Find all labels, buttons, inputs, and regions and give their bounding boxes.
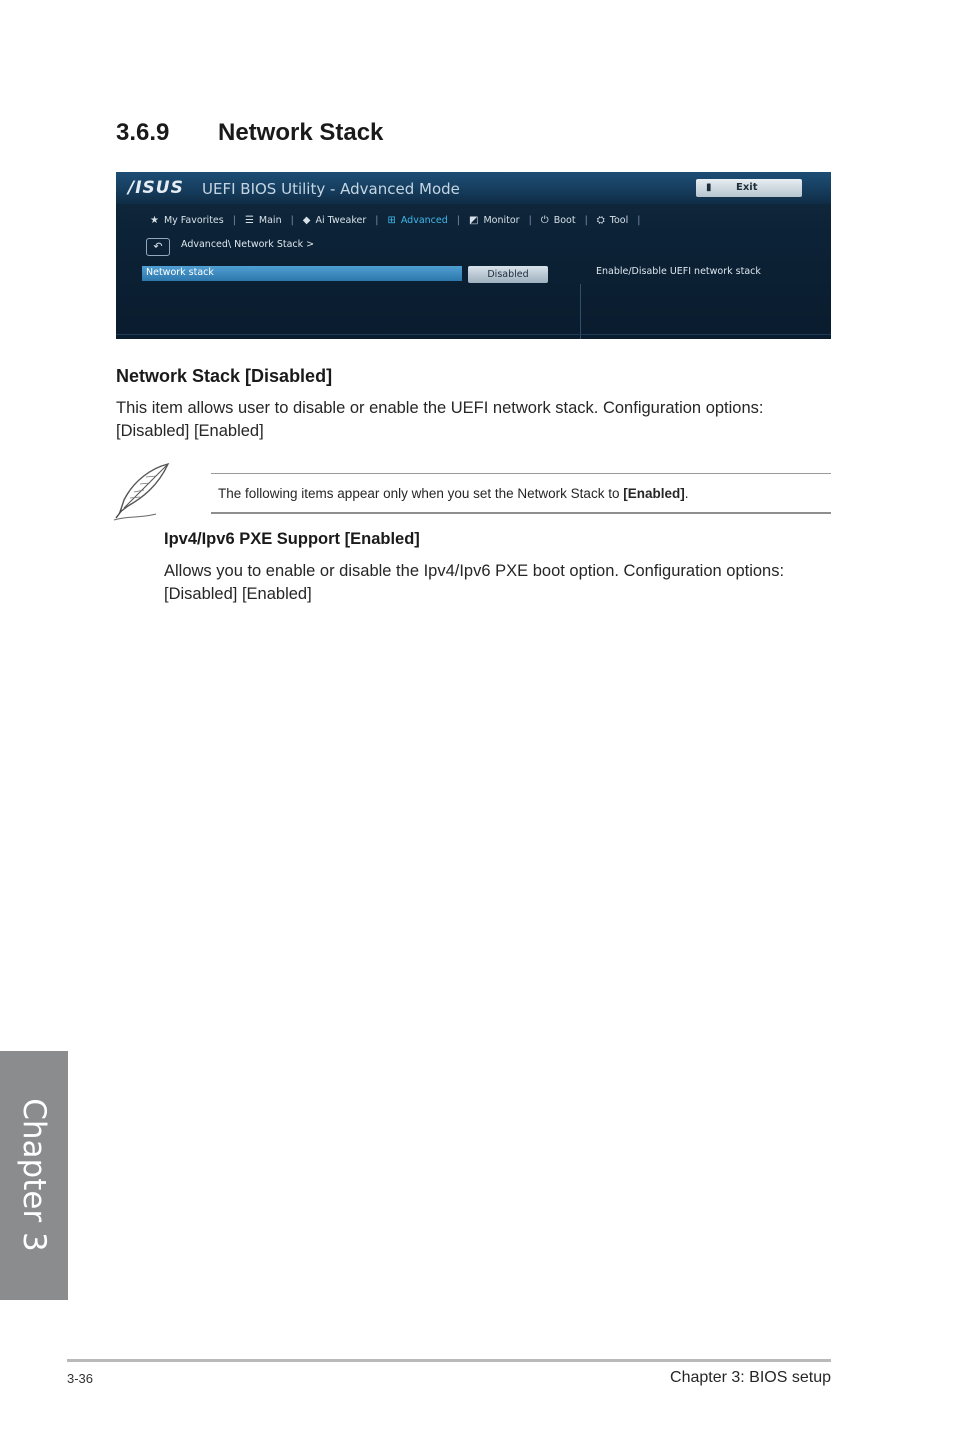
exit-label: Exit <box>736 182 758 193</box>
note-bottom-rule <box>211 512 831 514</box>
note-text-emphasis: [Enabled] <box>623 486 685 501</box>
tab-ai-tweaker[interactable] <box>303 215 366 226</box>
network-stack-row[interactable] <box>142 266 462 281</box>
menu-separator: | <box>375 214 379 226</box>
tab-tool[interactable] <box>597 215 628 226</box>
note-text-end: . <box>684 486 689 501</box>
item-description: This item allows user to disable or enable the UEFI network stack. Configuration options: [Disabled] [Enabled] <box>116 399 764 440</box>
footer-chapter-title: Chapter 3: BIOS setup <box>670 1369 831 1386</box>
breadcrumb: Advanced\ Network Stack > <box>181 239 315 250</box>
tab-label: My Favorites <box>163 214 224 226</box>
power-icon: ⏻ <box>540 214 549 226</box>
menu-separator: | <box>232 214 236 226</box>
menu-separator: | <box>637 214 641 226</box>
bios-menu-bar <box>150 212 649 228</box>
bios-screenshot <box>116 172 831 339</box>
menu-separator: | <box>528 214 532 226</box>
network-stack-label: Network stack <box>146 267 214 278</box>
chapter-tab-label: Chapter 3 <box>16 1098 52 1252</box>
back-arrow-icon[interactable]: ↶ <box>146 238 170 256</box>
tab-main[interactable] <box>245 215 282 226</box>
tab-label: Main <box>258 214 282 226</box>
tweaker-icon: ◆ <box>302 214 311 226</box>
tab-monitor[interactable] <box>469 215 520 226</box>
asus-logo: /ISUS <box>128 178 184 198</box>
section-title: Network Stack <box>218 119 384 146</box>
help-text: Enable/Disable UEFI network stack <box>596 266 761 277</box>
tab-label: Boot <box>553 214 576 226</box>
menu-separator: | <box>584 214 588 226</box>
note-top-rule <box>211 473 831 474</box>
section-number: 3.6.9 <box>116 119 170 146</box>
note-text-main: The following items appear only when you set the Network Stack to <box>218 486 624 501</box>
item-heading: Network Stack [Disabled] <box>116 366 333 386</box>
monitor-icon: ◩ <box>468 214 479 226</box>
star-icon: ★ <box>150 214 159 226</box>
chapter-side-tab <box>0 1051 68 1300</box>
subitem-description: Allows you to enable or disable the Ipv4/Ipv6 PXE boot option. Configuration options: [Disabled] [Enabled] <box>164 562 785 603</box>
note-text <box>218 486 689 501</box>
menu-separator: | <box>456 214 460 226</box>
tool-icon: ⛭ <box>596 214 605 226</box>
tab-my-favorites[interactable] <box>150 215 224 226</box>
feather-pen-icon <box>112 462 174 522</box>
list-icon: ☰ <box>244 214 254 226</box>
page-number: 3-36 <box>67 1371 94 1386</box>
bios-window-title: UEFI BIOS Utility - Advanced Mode <box>202 180 460 198</box>
advanced-icon: ⊞ <box>387 214 396 226</box>
menu-separator: | <box>290 214 294 226</box>
tab-label: Advanced <box>400 214 448 226</box>
footer-rule <box>67 1359 831 1362</box>
tab-boot[interactable] <box>541 215 576 226</box>
tab-label: Ai Tweaker <box>315 214 367 226</box>
subitem-heading: Ipv4/Ipv6 PXE Support [Enabled] <box>164 530 420 548</box>
network-stack-value-button[interactable]: Disabled <box>468 266 548 283</box>
exit-door-icon: ▮ <box>706 182 712 193</box>
tab-label: Monitor <box>483 214 520 226</box>
bios-title-bar <box>116 172 831 204</box>
tab-label: Tool <box>609 214 629 226</box>
exit-button[interactable] <box>696 179 802 197</box>
help-divider <box>580 284 581 339</box>
tab-advanced[interactable] <box>387 215 447 226</box>
bios-bottom-divider <box>116 334 831 335</box>
